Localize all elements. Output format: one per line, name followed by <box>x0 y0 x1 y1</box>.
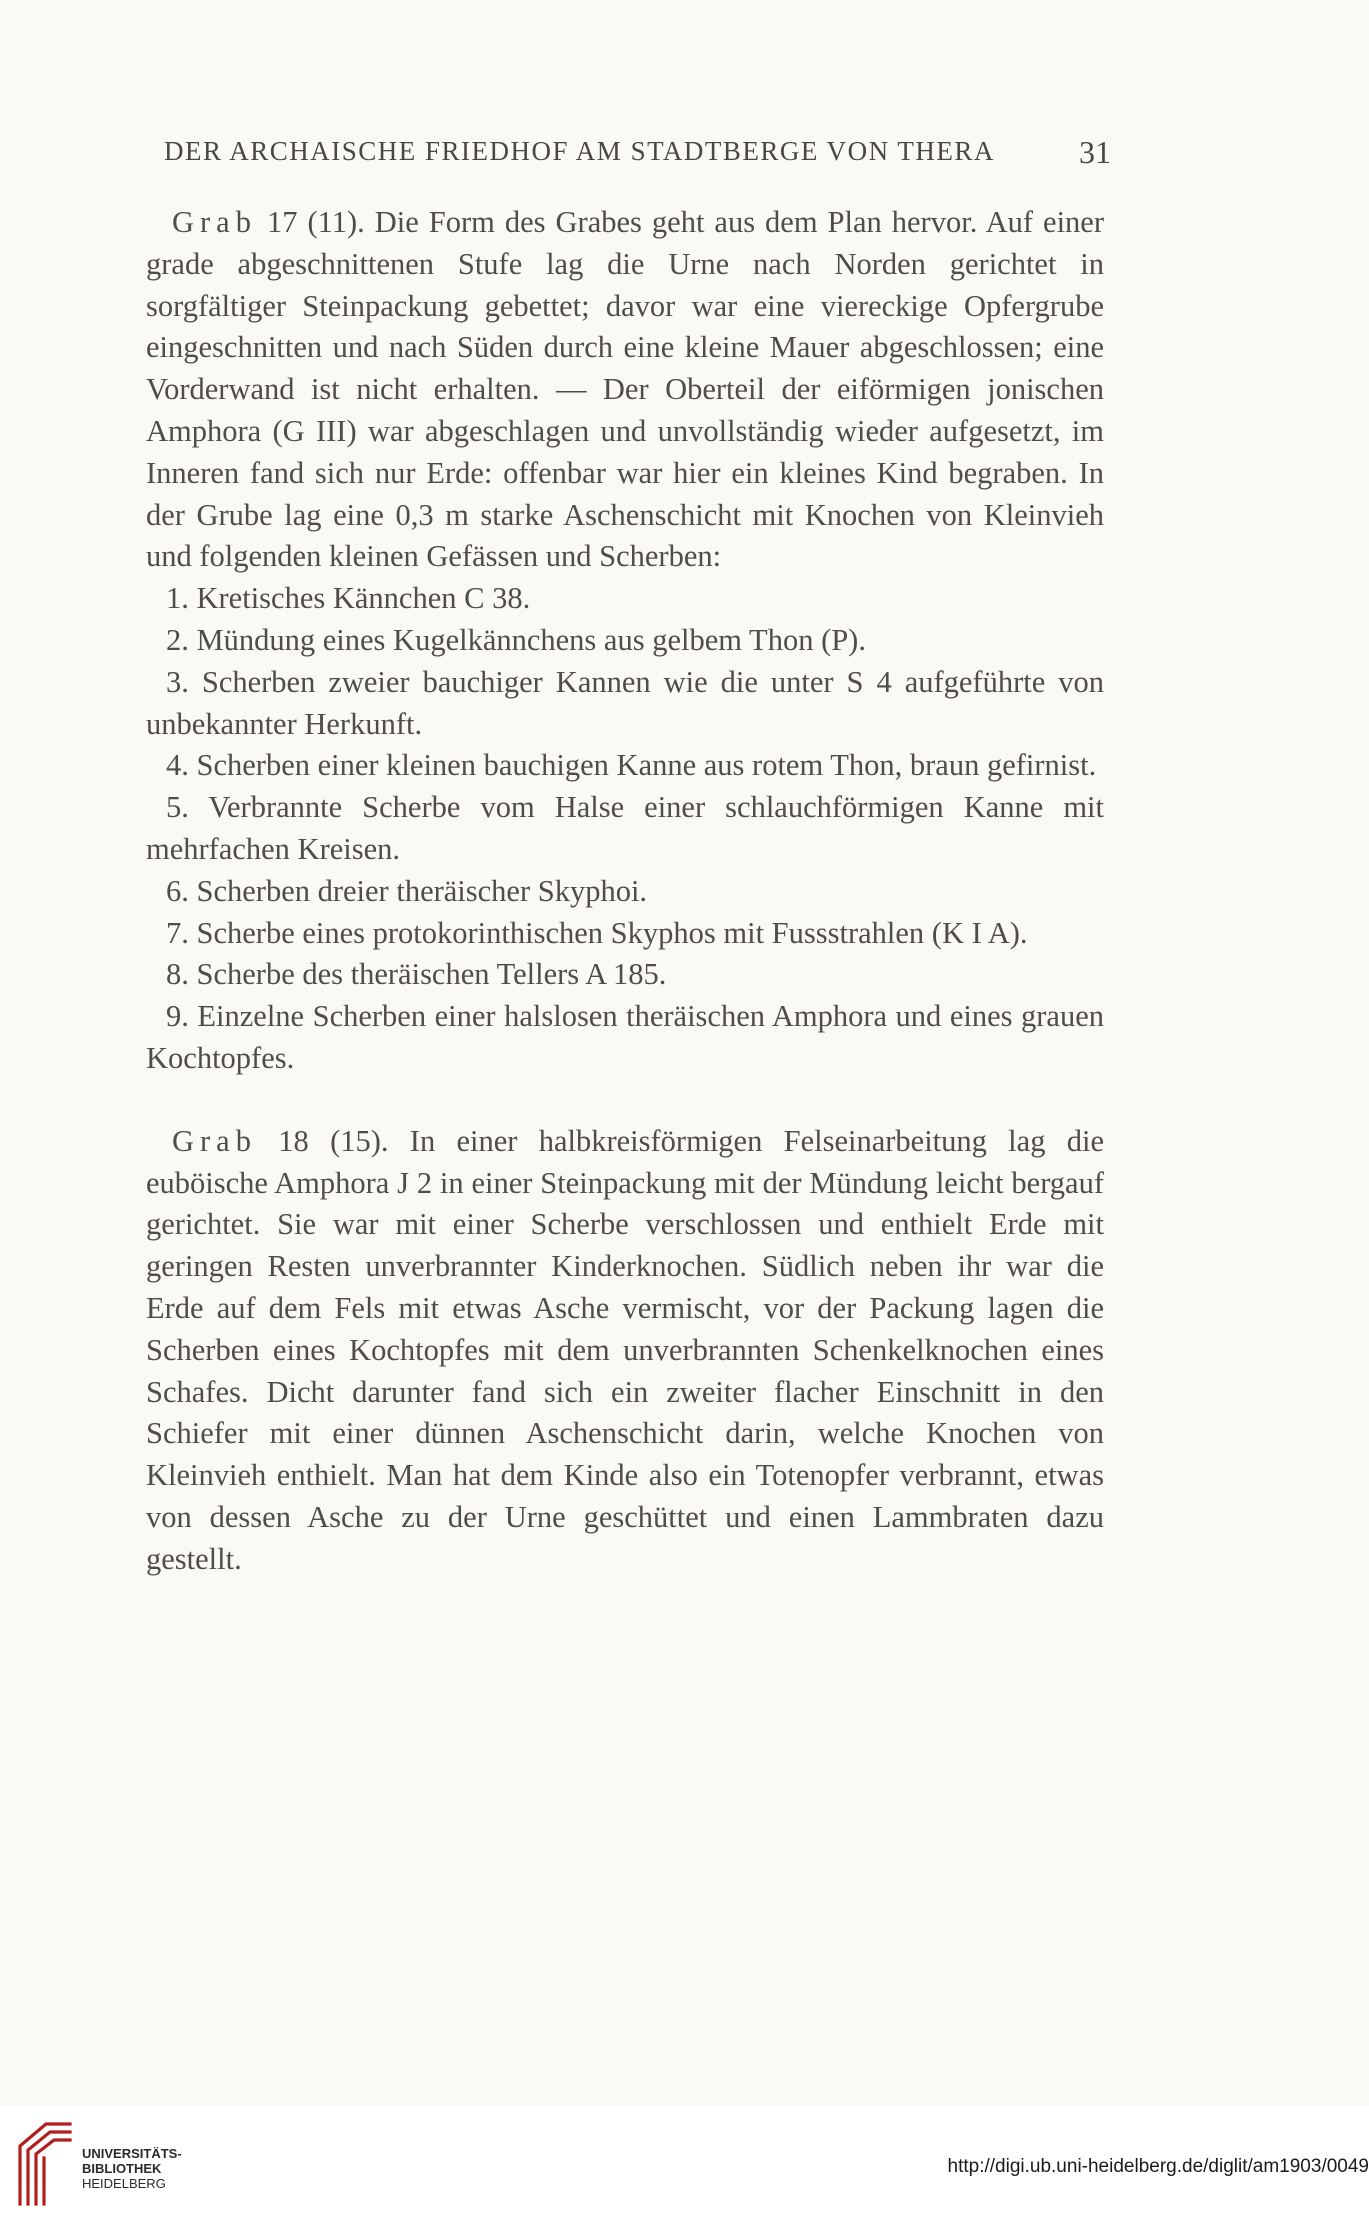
list-item: 3. Scherben zweier bauchiger Kannen wie die unter S 4 aufgeführte von unbekannter Herkunft. <box>146 664 1104 741</box>
page-number: 31 <box>1079 134 1111 170</box>
list-item: 5. Verbrannte Scherbe vom Halse einer schlauchförmigen Kanne mit mehrfachen Kreisen. <box>146 790 1104 866</box>
source-url-link[interactable]: http://digi.ub.uni-heidelberg.de/diglit/am1903/0049 <box>947 2156 1369 2177</box>
grab-17-find-list <box>146 578 1104 1080</box>
section-gap <box>146 1080 1104 1121</box>
library-name-line-3: HEIDELBERG <box>82 2176 166 2191</box>
list-item: 7. Scherbe eines protokorinthischen Skyphos mit Fussstrahlen (K I A). <box>166 915 1028 950</box>
body-text <box>146 202 1104 1581</box>
list-item: 2. Mündung eines Kugelkännchens aus gelbem Thon (P). <box>166 622 866 657</box>
library-name-line-1: UNIVERSITÄTS- <box>82 2146 182 2161</box>
list-item: 9. Einzelne Scherben einer halslosen theräischen Amphora und eines grauen Kochtopfes. <box>146 999 1104 1075</box>
library-name-line-2: BIBLIOTHEK <box>82 2161 162 2176</box>
grab-17-label: Grab <box>172 205 257 239</box>
list-item: 1. Kretisches Kännchen C 38. <box>166 581 531 616</box>
library-logo-icon <box>12 2116 76 2212</box>
grab-18-paragraph <box>146 1121 1104 1581</box>
library-name <box>82 2146 182 2191</box>
grab-18-text: 18 (15). In einer halbkreisförmigen Felseinarbeitung lag die euböische Amphora J 2 in einer Steinpackung mit der Mündung leicht bergauf gerichtet. Sie war mit einer Scherbe verschlossen und enthielt Erde mit geringen Resten unverbrannter Kinderknochen. Südlich neben ihr war die Erde auf dem Fels mit etwas Asche vermischt, vor der Packung lagen die Scherben eines Kochtopfes mit dem unverbrannten Schenkelknochen eines Schafes. Dicht darunter fand sich ein zweiter flacher Einschnitt in den Schiefer mit einer dünnen Aschenschicht darin, welche Knochen von Kleinvieh enthielt. Man hat dem Kinde also ein Totenopfer verbrannt, etwas von dessen Asche zu der Urne geschüttet und einen Lammbraten dazu gestellt. <box>146 1123 1104 1576</box>
running-title: DER ARCHAISCHE FRIEDHOF AM STADTBERGE VON THERA <box>164 136 995 166</box>
list-item: 4. Scherben einer kleinen bauchigen Kanne aus rotem Thon, braun gefirnist. <box>166 748 1097 783</box>
grab-17-text: 17 (11). Die Form des Grabes geht aus dem Plan hervor. Auf einer grade abgeschnittenen Stufe lag die Urne nach Norden gerichtet in sorgfältiger Steinpackung gebettet; davor war eine viereckige Opfergrube eingeschnitten und nach Süden durch eine kleine Mauer abgeschlossen; eine Vorderwand ist nicht erhalten. — Der Oberteil der eiförmigen jonischen Amphora (G III) war abgeschlagen und unvollständig wieder aufgesetzt, im Inneren fand sich nur Erde: offenbar war hier ein kleines Kind begraben. In der Grube lag eine 0,3 m starke Aschenschicht mit Knochen von Kleinvieh und folgenden kleinen Gefässen und Scherben: <box>146 205 1105 574</box>
list-item: 8. Scherbe des theräischen Tellers A 185. <box>166 957 667 992</box>
grab-18-label: Grab <box>172 1123 257 1158</box>
grab-17-paragraph <box>146 202 1104 578</box>
list-item: 6. Scherben dreier theräischer Skyphoi. <box>166 873 648 908</box>
footer-bar <box>0 2106 1369 2220</box>
